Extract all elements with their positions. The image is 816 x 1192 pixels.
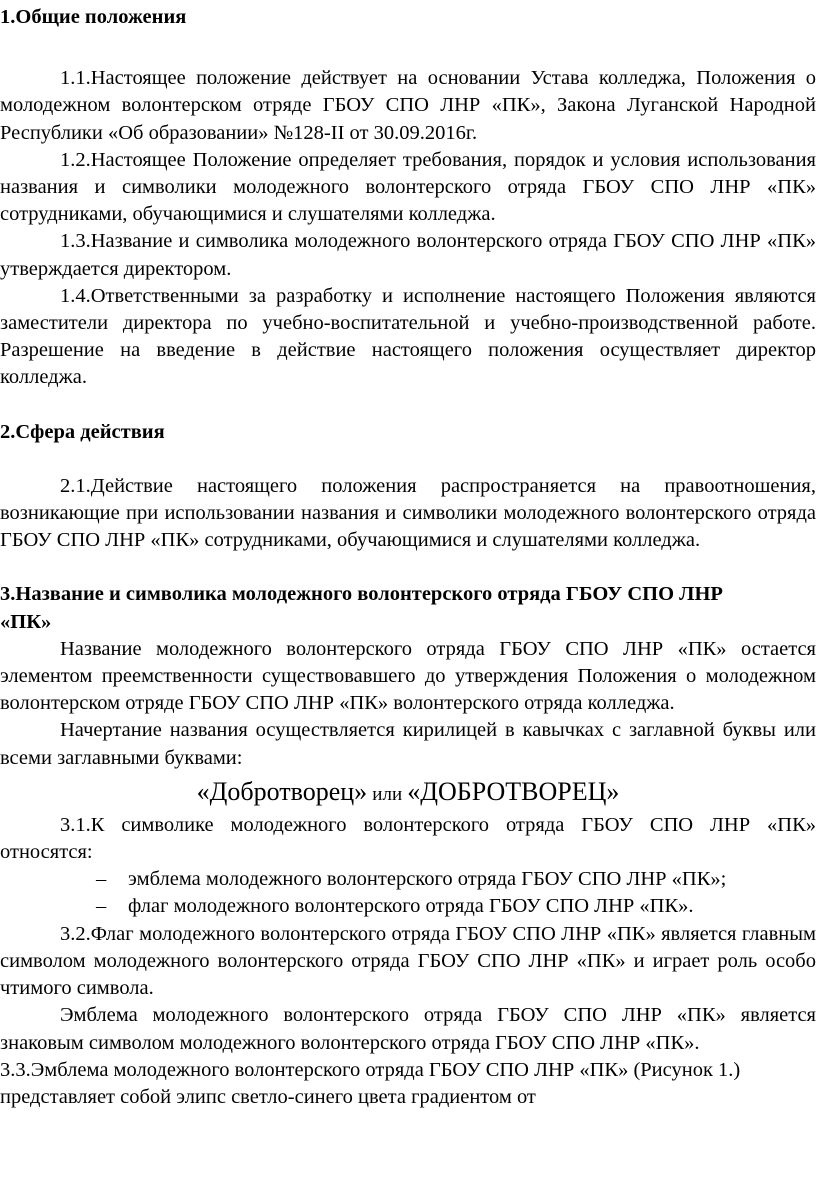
symbols-list xyxy=(0,866,816,920)
name-variant-upper-case: «ДОБРОТВОРЕЦ» xyxy=(407,776,620,806)
paragraph-3-3: 3.3.Эмблема молодежного волонтерского отряда ГБОУ СПО ЛНР «ПК» (Рисунок 1.) представляет собой элипс светло-синего цвета градиентом от xyxy=(0,1058,741,1108)
paragraph-1-3: 1.3.Название и символика молодежного волонтерского отряда ГБОУ СПО ЛНР «ПК» утверждается директором. xyxy=(0,230,816,280)
paragraph-3-1: 3.1.К символике молодежного волонтерского отряда ГБОУ СПО ЛНР «ПК» относятся: xyxy=(0,813,816,864)
name-variant-title-case: «Добротворец» xyxy=(196,776,368,806)
name-variants xyxy=(0,775,816,812)
dash-marker: – xyxy=(96,868,107,891)
paragraph-3-spelling: Начертание названия осуществляется кирилицей в кавычках с заглавной буквы или всеми заглавными буквами: xyxy=(0,719,816,769)
paragraph-2-1: 2.1.Действие настоящего положения распространяется на правоотношения, возникающие при использовании названия и символики молодежного волонтерского отряда ГБОУ СПО ЛНР «ПК» сотрудниками, обучающимися и слушателями колледжа. xyxy=(0,474,816,552)
list-item xyxy=(0,893,816,920)
name-variant-separator: или xyxy=(372,783,403,805)
paragraph-emblem: Эмблема молодежного волонтерского отряда ГБОУ СПО ЛНР «ПК» является знаковым символом молодежного волонтерского отряда ГБОУ СПО ЛНР «ПК». xyxy=(0,1004,816,1054)
paragraph-3-name: Название молодежного волонтерского отряда ГБОУ СПО ЛНР «ПК» остается элементом преемственности существовавшего до утверждения Положения о молодежном волонтерском отряде ГБОУ СПО ЛНР «ПК» волонтерского отряда колледжа. xyxy=(0,637,816,715)
paragraph-1-2: 1.2.Настоящее Положение определяет требования, порядок и условия использования названия и символики молодежного волонтерского отряда ГБОУ СПО ЛНР «ПК» сотрудниками, обучающимися и слушателями колледжа. xyxy=(0,148,816,226)
dash-marker: – xyxy=(96,895,107,918)
section-2-heading: 2.Сфера действия xyxy=(0,420,165,443)
list-item xyxy=(0,866,816,893)
section-3-heading: 3.Название и символика молодежного волонтерского отряда ГБОУ СПО ЛНР «ПК» xyxy=(0,583,723,633)
list-item-text: флаг молодежного волонтерского отряда ГБОУ СПО ЛНР «ПК». xyxy=(128,895,694,918)
paragraph-1-1: 1.1.Настоящее положение действует на основании Устава колледжа, Положения о молодежном волонтерском отряде ГБОУ СПО ЛНР «ПК», Закона Луганской Народной Республики «Об образовании» №128-II от 30.09.2016г. xyxy=(0,67,816,144)
list-item-text: эмблема молодежного волонтерского отряда ГБОУ СПО ЛНР «ПК»; xyxy=(128,868,727,891)
paragraph-1-4: 1.4.Ответственными за разработку и исполнение настоящего Положения являются заместители директора по учебно-воспитательной и учебно-производственной работе. Разрешение на введение в действие настоящего положения осуществляет директор колледжа. xyxy=(0,284,816,389)
section-1-heading: 1.Общие положения xyxy=(0,6,187,28)
paragraph-3-2: 3.2.Флаг молодежного волонтерского отряда ГБОУ СПО ЛНР «ПК» является главным символом молодежного волонтерского отряда ГБОУ СПО ЛНР «ПК» и играет роль особо чтимого символа. xyxy=(0,922,816,1000)
